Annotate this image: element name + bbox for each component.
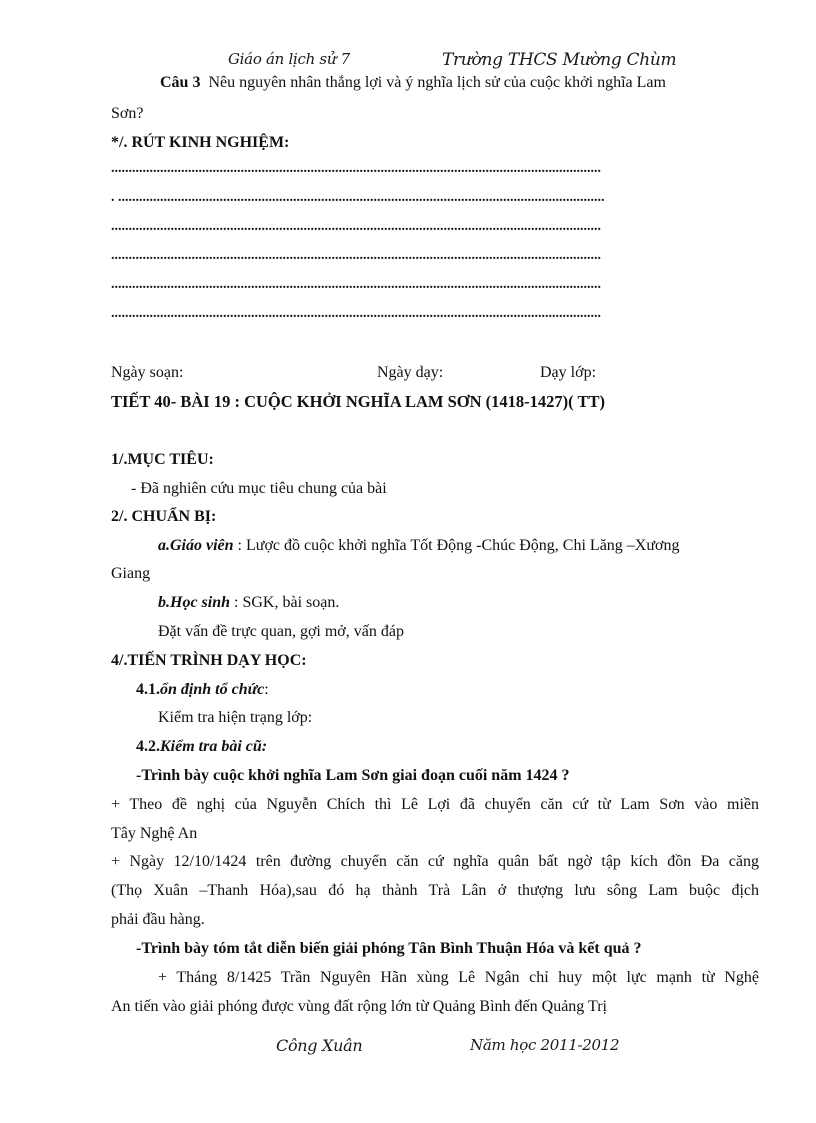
question-2: -Trình bày tóm tắt diễn biến giải phóng Tân Bình Thuận Hóa và kết quả ?	[136, 940, 642, 957]
question-3-line1	[160, 72, 666, 94]
note-line: ............................................................................................................................................	[111, 306, 601, 321]
note-line: . ...........................................................................................................................................	[111, 190, 605, 205]
tien-trinh-heading: 4/.TIẾN TRÌNH DẠY HỌC:	[111, 652, 307, 669]
answer-2-line2: (Thọ Xuân –Thanh Hóa),sau đó hạ thành Trà Lân ở thượng lưu sông Lam buộc địch	[111, 882, 759, 899]
giao-vien-text-cont: Giang	[111, 565, 151, 582]
question-3-line2: Sơn?	[111, 105, 144, 122]
muc-tieu-heading: 1/.MỤC TIÊU:	[111, 451, 214, 468]
answer-1-line2: Tây Nghệ An	[111, 825, 198, 842]
answer-2-line3: phải đầu hàng.	[111, 911, 205, 928]
hoc-sinh-line	[158, 592, 339, 614]
chuan-bi-heading: 2/. CHUẨN BỊ:	[111, 508, 217, 525]
kiem-tra-bai-label: Kiểm tra bài cũ:	[160, 738, 268, 755]
on-dinh-label: ổn định tổ chức	[160, 681, 265, 698]
kiem-tra-lop-text: Kiểm tra hiện trạng lớp:	[158, 709, 313, 726]
note-line: ............................................................................................................................................	[111, 248, 601, 263]
giao-vien-label: a.Giáo viên	[158, 537, 234, 554]
day-lop-label: Dạy lớp:	[540, 364, 597, 381]
footer-left-script: Công Xuân	[276, 1036, 363, 1055]
kiem-tra-bai-line	[136, 736, 267, 758]
phuong-phap-text: Đặt vấn đề trực quan, gợi mở, vấn đáp	[158, 623, 404, 640]
on-dinh-line	[136, 679, 269, 701]
on-dinh-number: 4.1.	[136, 681, 160, 698]
footer-right-script: Năm học 2011-2012	[470, 1036, 620, 1054]
header-left-script: Giáo án lịch sử 7	[228, 50, 350, 68]
answer-2-line1: + Ngày 12/10/1424 trên đường chuyển căn cứ nghĩa quân bất ngờ tập kích đồn Đa căng	[111, 853, 759, 870]
note-line: ............................................................................................................................................	[111, 277, 601, 292]
giao-vien-line	[158, 535, 679, 557]
muc-tieu-item: - Đã nghiên cứu mục tiêu chung của bài	[131, 480, 387, 497]
lesson-title: TIẾT 40- BÀI 19 : CUỘC KHỞI NGHĨA LAM SƠN (1418-1427)( TT)	[111, 392, 605, 411]
answer-3-line2: An tiến vào giải phóng được vùng đất rộng lớn từ Quảng Bình đến Quảng Trị	[111, 998, 607, 1015]
rut-kinh-nghiem-heading: */. RÚT KINH NGHIỆM:	[111, 134, 290, 151]
ngay-day-label: Ngày dạy:	[377, 364, 444, 381]
answer-3-line1: + Tháng 8/1425 Trần Nguyên Hãn xùng Lê Ngân chỉ huy một lực mạnh từ Nghệ	[158, 969, 759, 986]
hoc-sinh-label: b.Học sinh	[158, 594, 231, 611]
note-line: ............................................................................................................................................	[111, 219, 601, 234]
hoc-sinh-text: : SGK, bài soạn.	[230, 594, 340, 611]
question-1: -Trình bày cuộc khởi nghĩa Lam Sơn giai đoạn cuối năm 1424 ?	[136, 767, 570, 784]
answer-1-line1: + Theo đề nghị của Nguyễn Chích thì Lê Lợi đã chuyển căn cứ từ Lam Sơn vào miền	[111, 796, 759, 813]
note-line: ............................................................................................................................................	[111, 161, 601, 176]
question-3-label: Câu 3	[160, 74, 201, 91]
on-dinh-colon: :	[264, 681, 269, 698]
header-right-script: Trường THCS Mường Chùm	[442, 50, 677, 70]
question-3-text: Nêu nguyên nhân thắng lợi và ý nghĩa lịch sử của cuộc khởi nghĩa Lam	[208, 74, 666, 91]
kiem-tra-bai-number: 4.2.	[136, 738, 160, 755]
giao-vien-text: : Lược đồ cuộc khởi nghĩa Tốt Động -Chúc Động, Chi Lăng –Xương	[233, 537, 680, 554]
ngay-soan-label: Ngày soạn:	[111, 364, 184, 381]
